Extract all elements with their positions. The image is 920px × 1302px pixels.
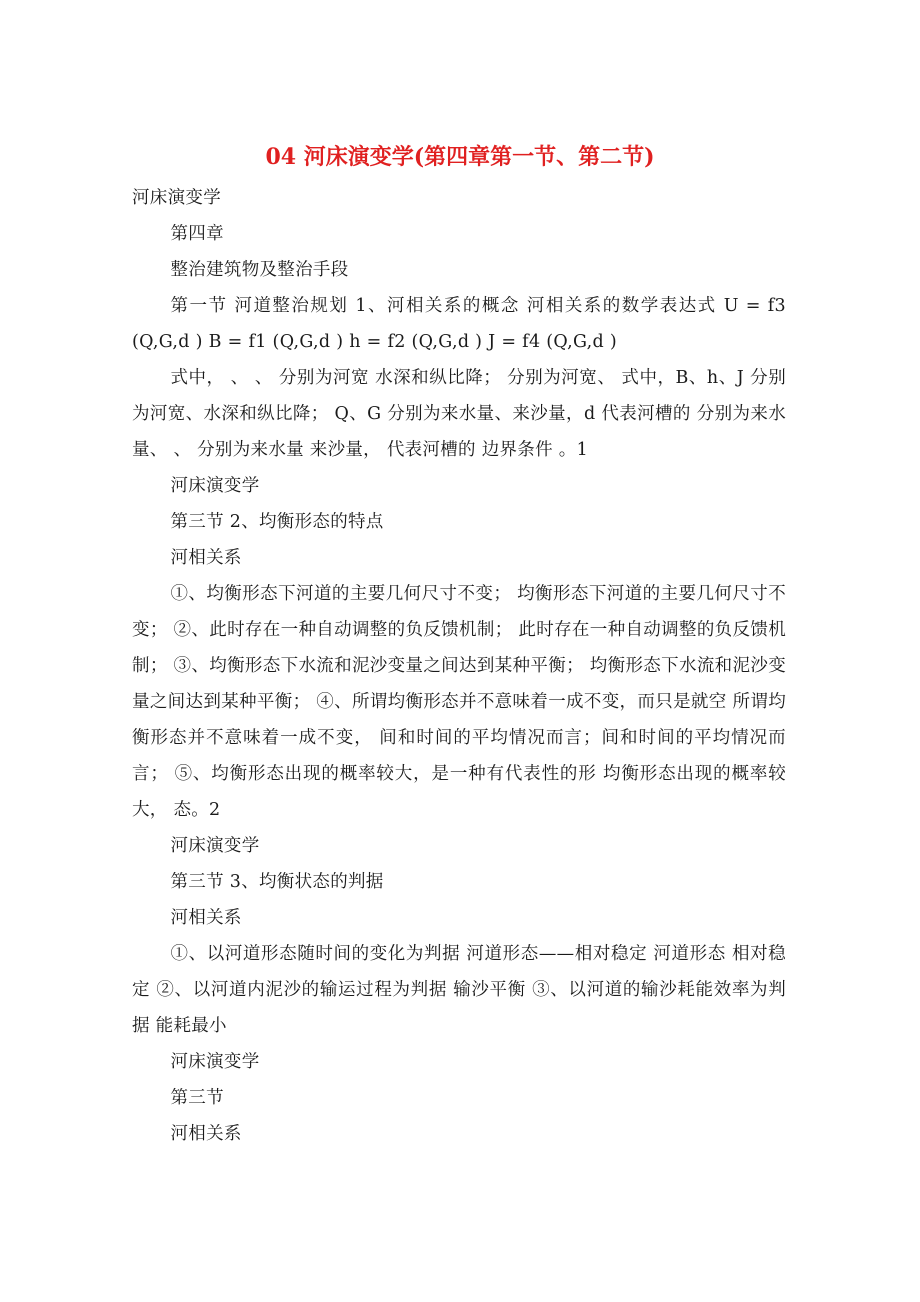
paragraph-topic: 河相关系 [170,548,242,568]
paragraph-section-1: 第一节 河道整治规划 1、河相关系的概念 河相关系的数学表达式 U = f3 (Q,G,d ) B = f1 (Q,G,d ) h = f2 (Q,G,d ) J = f4 (Q,G,d ) [132,296,786,352]
paragraph-section-heading: 第三节 2、均衡形态的特点 [170,512,384,532]
paragraph-section-heading: 第三节 3、均衡状态的判据 [170,872,384,892]
paragraph-chapter-title: 整治建筑物及整治手段 [170,260,349,280]
paragraph-equilibrium-features: ①、均衡形态下河道的主要几何尺寸不变； 均衡形态下河道的主要几何尺寸不变； ②、此时存在一种自动调整的负反馈机制； 此时存在一种自动调整的负反馈机制； ③、均衡形态下水流和泥沙变量之间达到某种平衡； 均衡形态下水流和泥沙变量之间达到某种平衡； ④、所谓均衡形态并不意味着一成不变，而只是就空 所谓均衡形态并不意味着一成不变， 间和时间的平均情况而言；间和时间的平均情况而言； ⑤、均衡形态出现的概率较大，是一种有代表性的形 均衡形态出现的概率较大， 态。2 [132,584,786,820]
paragraph-equilibrium-criteria: ①、以河道形态随时间的变化为判据 河道形态——相对稳定 河道形态 相对稳定 ②、以河道内泥沙的输运过程为判据 输沙平衡 ③、以河道的输沙耗能效率为判据 能耗最小 [132,944,786,1036]
paragraph-subject: 河床演变学 [170,476,260,496]
paragraph-topic: 河相关系 [170,908,242,928]
document-title: 04 河床演变学(第四章第一节、第二节) [265,144,655,170]
paragraph-topic: 河相关系 [170,1124,242,1144]
paragraph-subject: 河床演变学 [170,1052,260,1072]
paragraph-chapter: 第四章 [170,224,224,244]
paragraph-section-heading: 第三节 [170,1088,224,1108]
document-body [132,180,786,1152]
paragraph-subject: 河床演变学 [132,188,221,208]
paragraph-subject: 河床演变学 [170,836,260,856]
paragraph-formula-explanation: 式中， 、 、 分别为河宽 水深和纵比降； 分别为河宽、 式中，B、h、J 分别为河宽、水深和纵比降； Q、G 分别为来水量、来沙量，d 代表河槽的 分别为来水量、 、 分别为来水量 来沙量， 代表河槽的 边界条件 。1 [132,368,786,460]
